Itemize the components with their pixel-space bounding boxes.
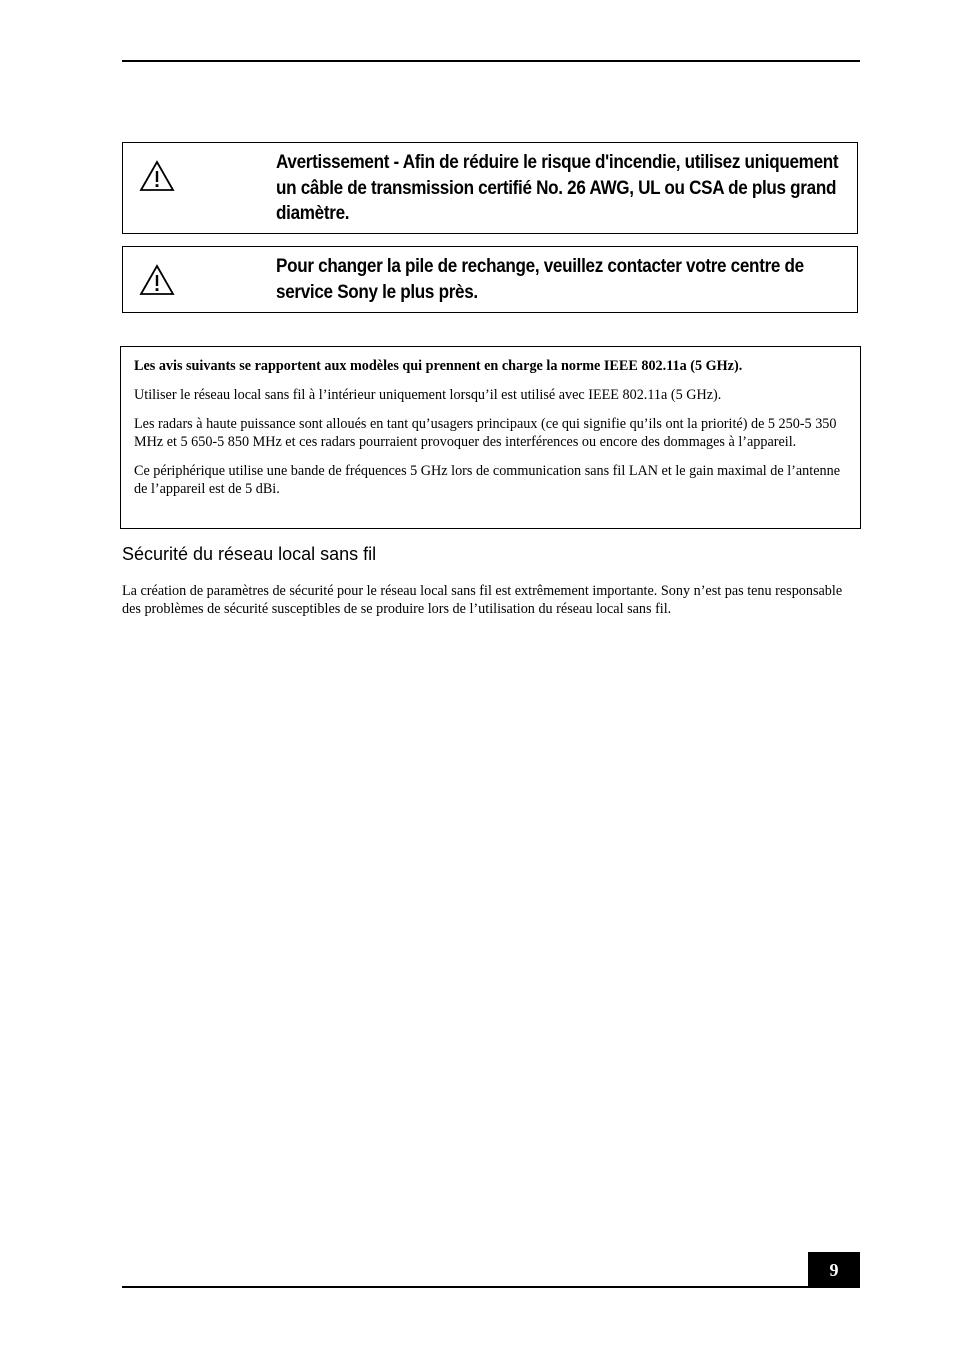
section-title: Sécurité du réseau local sans fil bbox=[122, 544, 377, 564]
page-number: 9 bbox=[808, 1252, 860, 1288]
section-body: La création de paramètres de sécurité pour le réseau local sans fil est extrêmement importante. Sony n’est pas tenu responsable des problèmes de sécurité susceptibles de se produire lors de l’utilisation du réseau local sans fil. bbox=[122, 583, 843, 617]
header-rule bbox=[122, 60, 860, 62]
footer-rule bbox=[122, 1286, 808, 1288]
warning-text: Pour changer la pile de rechange, veuillez contacter votre centre de service Sony le plus près. bbox=[276, 256, 804, 303]
ieee-notice-box bbox=[120, 346, 861, 529]
notice-paragraph: Ce périphérique utilise une bande de fréquences 5 GHz lors de communication sans fil LAN et le gain maximal de l’antenne de l’appareil est de 5 dBi. bbox=[134, 463, 840, 497]
notice-paragraph: Les radars à haute puissance sont alloués en tant qu’usagers principaux (ce qui signifie qu’ils ont la priorité) de 5 250-5 350 MHz et 5 650-5 850 MHz et ces radars pourraient provoquer des interférences ou encore des dommages à l’appareil. bbox=[134, 416, 837, 450]
battery-warning-box bbox=[122, 246, 858, 313]
notice-heading: Les avis suivants se rapportent aux modèles qui prennent en charge la norme IEEE 802.11a (5 GHz). bbox=[134, 358, 743, 374]
warning-triangle-icon bbox=[139, 264, 175, 296]
warning-text: Avertissement - Afin de réduire le risque d'incendie, utilisez uniquement un câble de transmission certifié No. 26 AWG, UL ou CSA de plus grand diamètre. bbox=[276, 152, 839, 224]
fire-warning-box bbox=[122, 142, 858, 234]
notice-paragraph: Utiliser le réseau local sans fil à l’intérieur uniquement lorsqu’il est utilisé avec IEEE 802.11a (5 GHz). bbox=[134, 387, 722, 403]
warning-triangle-icon bbox=[139, 160, 175, 192]
